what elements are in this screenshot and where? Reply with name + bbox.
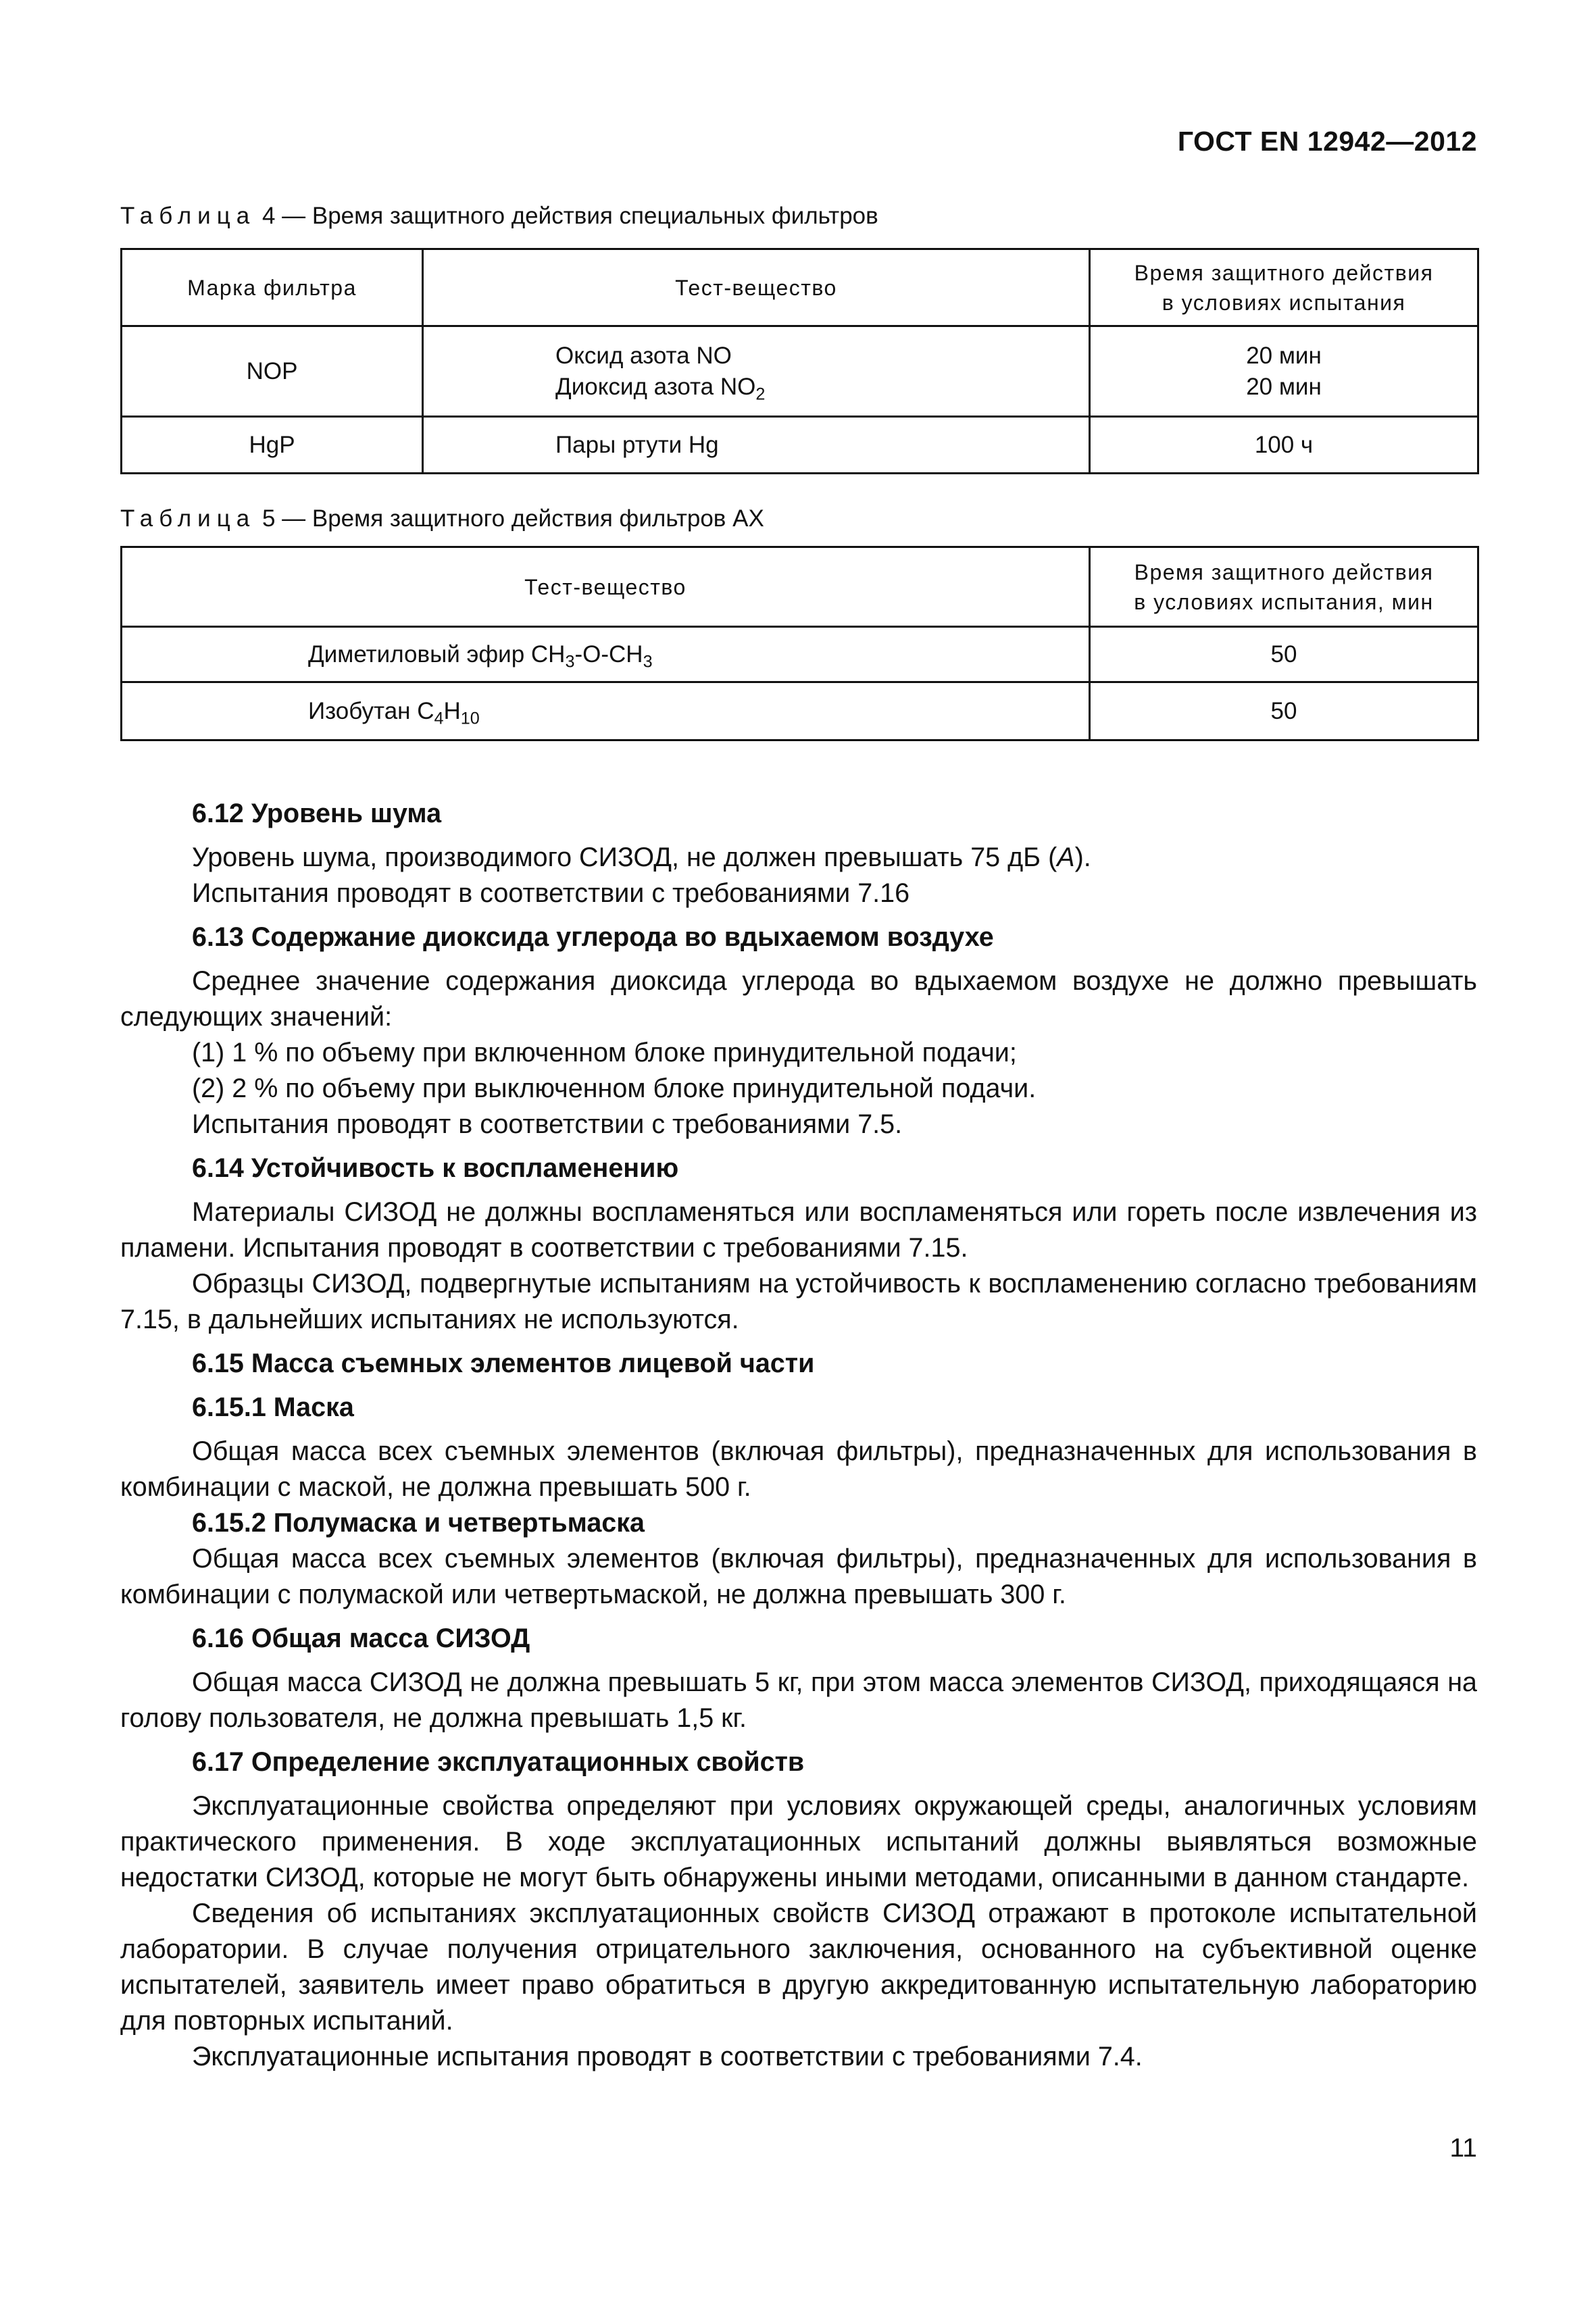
section-6-14-title: 6.14 Устойчивость к воспламенению [192, 1153, 679, 1183]
table5-col-substance: Тест-вещество [122, 547, 1090, 627]
section-6-15-title: 6.15 Масса съемных элементов лицевой части [192, 1349, 815, 1378]
table-row [122, 682, 1478, 740]
paragraph: Общая масса СИЗОД не должна превышать 5 кг, при этом масса элементов СИЗОД, приходящаяся на голову пользователя, не должна превышать 1,5 кг. [120, 1667, 1477, 1733]
table4-cell-substance: Пары ртути Hg [423, 417, 1090, 474]
table5-cell-time: 50 [1090, 682, 1478, 740]
table5 [120, 546, 1479, 741]
table5-col-time: Время защитного действия в условиях испытания, мин [1090, 547, 1478, 627]
table5-cell-time: 50 [1090, 627, 1478, 682]
table5-cell-substance: Изобутан $C_4H_{10}$ [122, 682, 1090, 740]
list-item: (2) 2 % по объему при выключенном блоке принудительной подачи. [192, 1074, 1037, 1103]
paragraph: Среднее значение содержания диоксида углерода во вдыхаемом воздухе не должно превышать следующих значений: [120, 966, 1477, 1032]
paragraph: Материалы СИЗОД не должны воспламеняться или воспламеняться или гореть после извлечения из пламени. Испытания проводят в соответствии с требованиями 7.15. [120, 1197, 1477, 1263]
paragraph: Образцы СИЗОД, подвергнутые испытаниям на устойчивость к воспламенению согласно требованиям 7.15, в дальнейших испытаниях не используются. [120, 1269, 1477, 1334]
table4-col-substance: Тест-вещество [423, 249, 1090, 326]
section-6-15-2-title: 6.15.2 Полумаска и четвертьмаска [192, 1508, 645, 1538]
paragraph: Сведения об испытаниях эксплуатационных свойств СИЗОД отражают в протоколе испытательной лаборатории. В случае получения отрицательного заключения, основанного на субъективной оценке испытателей, заявитель имеет право обратиться в другую аккредитованную испытательную лабораторию для повторных испытаний. [120, 1898, 1477, 2036]
table4-caption: Таблица 4 — Время защитного действия специальных фильтров [120, 203, 878, 229]
section-6-16-title: 6.16 Общая масса СИЗОД [192, 1624, 530, 1653]
table4-col-time: Время защитного действия в условиях испытания [1090, 249, 1478, 326]
paragraph: Испытания проводят в соответствии с требованиями 7.5. [192, 1109, 903, 1139]
section-6-17-title: 6.17 Определение эксплуатационных свойств [192, 1747, 805, 1777]
table-row [122, 627, 1478, 682]
table4-cell-mark: NOP [122, 326, 423, 417]
table5-caption: Таблица 5 — Время защитного действия фильтров AX [120, 505, 764, 532]
list-item: (1) 1 % по объему при включенном блоке принудительной подачи; [192, 1038, 1017, 1067]
table5-header-row [122, 547, 1478, 627]
section-6-12-title: 6.12 Уровень шума [192, 799, 442, 828]
table5-cell-substance: Диметиловый эфир $CH_3-O-CH_3$ [122, 627, 1090, 682]
body-text [120, 796, 1477, 2075]
paragraph: Общая масса всех съемных элементов (включая фильтры), предназначенных для использования в комбинации с маской, не должна превышать 500 г. [120, 1436, 1477, 1502]
paragraph: Испытания проводят в соответствии с требованиями 7.16 [192, 878, 910, 908]
section-6-15-1-title: 6.15.1 Маска [192, 1392, 354, 1422]
table4-cell-time: 20 мин 20 мин [1090, 326, 1478, 417]
standard-header: ГОСТ EN 12942—2012 [1177, 126, 1477, 157]
table4-col-mark: Марка фильтра [122, 249, 423, 326]
paragraph: Эксплуатационные испытания проводят в соответствии с требованиями 7.4. [192, 2042, 1143, 2071]
paragraph: Общая масса всех съемных элементов (включая фильтры), предназначенных для использования в комбинации с полумаской или четвертьмаской, не должна превышать 300 г. [120, 1544, 1477, 1609]
table-row [122, 417, 1478, 474]
table4-header-row [122, 249, 1478, 326]
table4-cell-mark: HgP [122, 417, 423, 474]
table4 [120, 248, 1479, 474]
paragraph: Уровень шума, производимого СИЗОД, не должен превышать 75 дБ (А). [192, 842, 1091, 872]
table4-cell-time: 100 ч [1090, 417, 1478, 474]
paragraph: Эксплуатационные свойства определяют при условиях окружающей среды, аналогичных условиям практического применения. В ходе эксплуатационных испытаний должны выявляться возможные недостатки СИЗОД, которые не могут быть обнаружены иными методами, описанными в данном стандарте. [120, 1791, 1477, 1892]
section-6-13-title: 6.13 Содержание диоксида углерода во вдыхаемом воздухе [192, 922, 994, 952]
page-number: 11 [1449, 2134, 1477, 2163]
table4-cell-substance: Оксид азота NO Диоксид азота $NO_2$ [423, 326, 1090, 417]
table-row [122, 326, 1478, 417]
